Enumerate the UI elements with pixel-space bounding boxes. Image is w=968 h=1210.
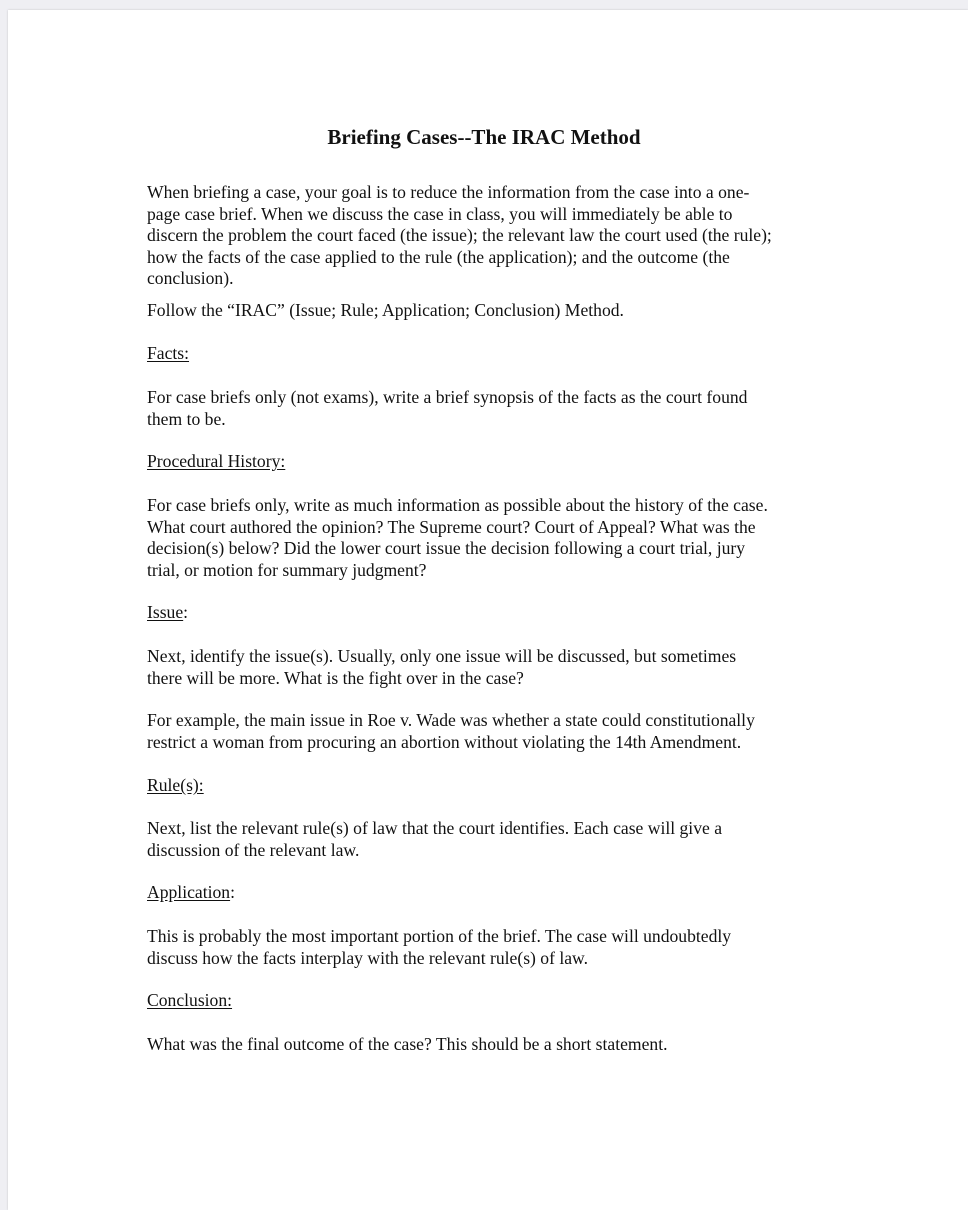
facts-heading [147,343,189,365]
conclusion-line: What was the final outcome of the case? This should be a short statement. [147,1034,668,1054]
rules-heading-text: Rule(s): [147,775,204,795]
facts-line: them to be. [147,408,226,429]
issue-example-paragraph [147,710,837,753]
intro-line: discern the problem the court faced (the issue); the relevant law the court used (the rule); [147,225,772,246]
application-paragraph [147,926,837,969]
application-line: discuss how the facts interplay with the relevant rule(s) of law. [147,947,589,968]
issue-heading-colon: : [183,602,189,622]
rules-paragraph [147,818,837,861]
procedural-history-heading-text: Procedural History: [147,451,286,471]
issue-heading [147,602,188,624]
intro-line: When briefing a case, your goal is to reduce the information from the case into a one- [147,182,750,202]
facts-heading-text: Facts: [147,343,190,363]
issue-example-line: For example, the main issue in Roe v. Wade was whether a state could constitutionally [147,710,755,730]
procedural-history-line: For case briefs only, write as much information as possible about the history of the case. [147,495,768,515]
rules-heading [147,775,204,797]
intro-line: how the facts of the case applied to the rule (the application); and the outcome (the [147,246,730,267]
application-heading-colon: : [230,882,235,902]
page-title: Briefing Cases--The IRAC Method [327,125,641,149]
issue-line: Next, identify the issue(s). Usually, only one issue will be discussed, but sometimes [147,646,737,666]
rules-line: discussion of the relevant law. [147,839,360,860]
application-heading-text: Application [147,882,231,902]
follow-irac-line: Follow the “IRAC” (Issue; Rule; Application; Conclusion) Method. [147,300,624,320]
procedural-history-line: trial, or motion for summary judgment? [147,559,427,580]
procedural-history-line: What court authored the opinion? The Supreme court? Court of Appeal? What was the [147,516,756,537]
application-heading [147,882,235,904]
intro-line: conclusion). [147,268,234,289]
conclusion-heading-text: Conclusion: [147,990,233,1010]
intro-line: page case brief. When we discuss the case in class, you will immediately be able to [147,203,733,224]
procedural-history-paragraph [147,495,837,581]
rules-line: Next, list the relevant rule(s) of law that the court identifies. Each case will give a [147,818,723,838]
issue-line: there will be more. What is the fight over in the case? [147,667,524,688]
issue-example-line: restrict a woman from procuring an abortion without violating the 14th Amendment. [147,731,742,752]
intro-paragraph [147,182,837,290]
application-line: This is probably the most important portion of the brief. The case will undoubtedly [147,926,732,946]
document-page [8,10,968,1210]
conclusion-heading [147,990,232,1012]
procedural-history-line: decision(s) below? Did the lower court issue the decision following a court trial, jury [147,538,746,559]
issue-heading-text: Issue [147,602,184,622]
procedural-history-heading [147,451,285,473]
conclusion-paragraph [147,1034,837,1056]
facts-line: For case briefs only (not exams), write a brief synopsis of the facts as the court found [147,387,748,407]
issue-paragraph [147,646,837,689]
facts-paragraph [147,387,837,430]
